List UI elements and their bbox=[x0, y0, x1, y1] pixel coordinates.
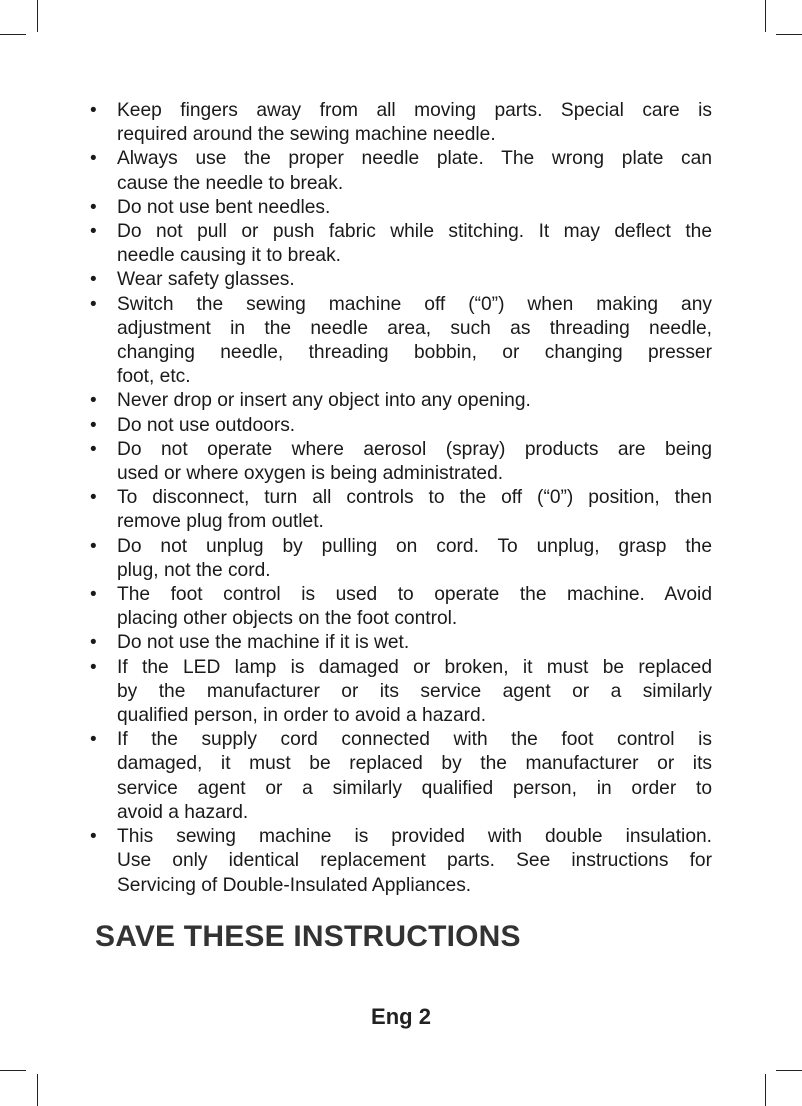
bullet-icon: • bbox=[90, 269, 97, 291]
list-item-text-line: foot, etc. bbox=[117, 366, 191, 388]
list-item bbox=[90, 293, 712, 390]
list-item bbox=[90, 486, 712, 534]
crop-mark bbox=[765, 0, 766, 32]
bullet-icon: • bbox=[90, 390, 97, 412]
list-item-text-line: Use only identical replacement parts. See instructions for bbox=[117, 850, 712, 872]
bullet-icon: • bbox=[90, 826, 97, 848]
list-item-text-line: by the manufacturer or its service agent or a similarly bbox=[117, 680, 712, 702]
list-item bbox=[90, 825, 712, 898]
list-item bbox=[90, 268, 712, 292]
bullet-icon: • bbox=[90, 196, 97, 218]
list-item-text-line: used or where oxygen is being administrated. bbox=[117, 463, 504, 485]
bullet-icon: • bbox=[90, 438, 97, 460]
list-item-text-line: To disconnect, turn all controls to the off (“0”) position, then bbox=[117, 487, 712, 509]
list-item-text-line: Servicing of Double-Insulated Appliances. bbox=[117, 874, 472, 896]
list-item-text-line: Always use the proper needle plate. The wrong plate can bbox=[117, 148, 712, 170]
bullet-icon: • bbox=[90, 632, 97, 654]
crop-mark bbox=[37, 1074, 38, 1106]
list-item bbox=[90, 438, 712, 486]
crop-mark bbox=[0, 1070, 26, 1071]
list-item bbox=[90, 196, 712, 220]
bullet-icon: • bbox=[90, 487, 97, 509]
bullet-icon: • bbox=[90, 535, 97, 557]
list-item-text-line: If the LED lamp is damaged or broken, it must be replaced bbox=[117, 656, 712, 678]
list-item bbox=[90, 389, 712, 413]
crop-mark bbox=[765, 1074, 766, 1106]
list-item-text-line: required around the sewing machine needle. bbox=[117, 124, 496, 146]
list-item-text-line: damaged, it must be replaced by the manufacturer or its bbox=[117, 753, 712, 775]
list-item-text-line: avoid a hazard. bbox=[117, 801, 249, 823]
page-number: Eng 2 bbox=[371, 1004, 431, 1029]
crop-mark bbox=[0, 34, 26, 35]
bullet-icon: • bbox=[90, 729, 97, 751]
list-item bbox=[90, 220, 712, 268]
list-item-text-line: Switch the sewing machine off (“0”) when making any bbox=[117, 293, 712, 315]
list-item bbox=[90, 147, 712, 195]
list-item-text-line: Do not operate where aerosol (spray) products are being bbox=[117, 438, 712, 460]
list-item-text-line: Do not use the machine if it is wet. bbox=[117, 632, 410, 654]
list-item bbox=[90, 631, 712, 655]
list-item-text-line: Do not use outdoors. bbox=[117, 414, 296, 436]
list-item-text-line: Keep fingers away from all moving parts. Special care is bbox=[117, 100, 712, 121]
bullet-icon: • bbox=[90, 100, 97, 121]
section-heading: SAVE THESE INSTRUCTIONS bbox=[95, 920, 521, 953]
bullet-icon: • bbox=[90, 293, 97, 315]
list-item-text-line: qualified person, in order to avoid a hazard. bbox=[117, 705, 487, 727]
list-item-text-line: changing needle, threading bobbin, or changing presser bbox=[117, 342, 712, 364]
list-item-text-line: The foot control is used to operate the machine. Avoid bbox=[117, 584, 712, 606]
list-item bbox=[90, 656, 712, 729]
list-item bbox=[90, 414, 712, 438]
list-item-text-line: This sewing machine is provided with double insulation. bbox=[117, 826, 712, 848]
list-item-text-line: Never drop or insert any object into any opening. bbox=[117, 390, 531, 412]
bullet-icon: • bbox=[90, 584, 97, 606]
crop-mark bbox=[776, 1070, 802, 1071]
list-item-text-line: remove plug from outlet. bbox=[117, 511, 324, 533]
list-item bbox=[90, 583, 712, 631]
list-item-text-line: adjustment in the needle area, such as threading needle, bbox=[117, 317, 712, 339]
list-item-text-line: Do not unplug by pulling on cord. To unplug, grasp the bbox=[117, 535, 712, 557]
crop-mark bbox=[776, 34, 802, 35]
list-item-text-line: Do not pull or push fabric while stitching. It may deflect the bbox=[117, 221, 712, 243]
list-item-text-line: placing other objects on the foot control. bbox=[117, 608, 458, 630]
safety-instructions-list bbox=[90, 99, 712, 898]
list-item-text-line: cause the needle to break. bbox=[117, 172, 344, 194]
bullet-icon: • bbox=[90, 414, 97, 436]
crop-mark bbox=[37, 0, 38, 32]
list-item-text-line: Wear safety glasses. bbox=[117, 269, 295, 291]
bullet-icon: • bbox=[90, 148, 97, 170]
bullet-icon: • bbox=[90, 221, 97, 243]
list-item-text-line: service agent or a similarly qualified person, in order to bbox=[117, 777, 712, 799]
bullet-icon: • bbox=[90, 656, 97, 678]
list-item-text-line: plug, not the cord. bbox=[117, 559, 271, 581]
list-item-text-line: If the supply cord connected with the foot control is bbox=[117, 729, 712, 751]
list-item-text-line: needle causing it to break. bbox=[117, 245, 342, 267]
list-item bbox=[90, 728, 712, 825]
list-item-text-line: Do not use bent needles. bbox=[117, 196, 331, 218]
list-item bbox=[90, 535, 712, 583]
list-item bbox=[90, 99, 712, 147]
